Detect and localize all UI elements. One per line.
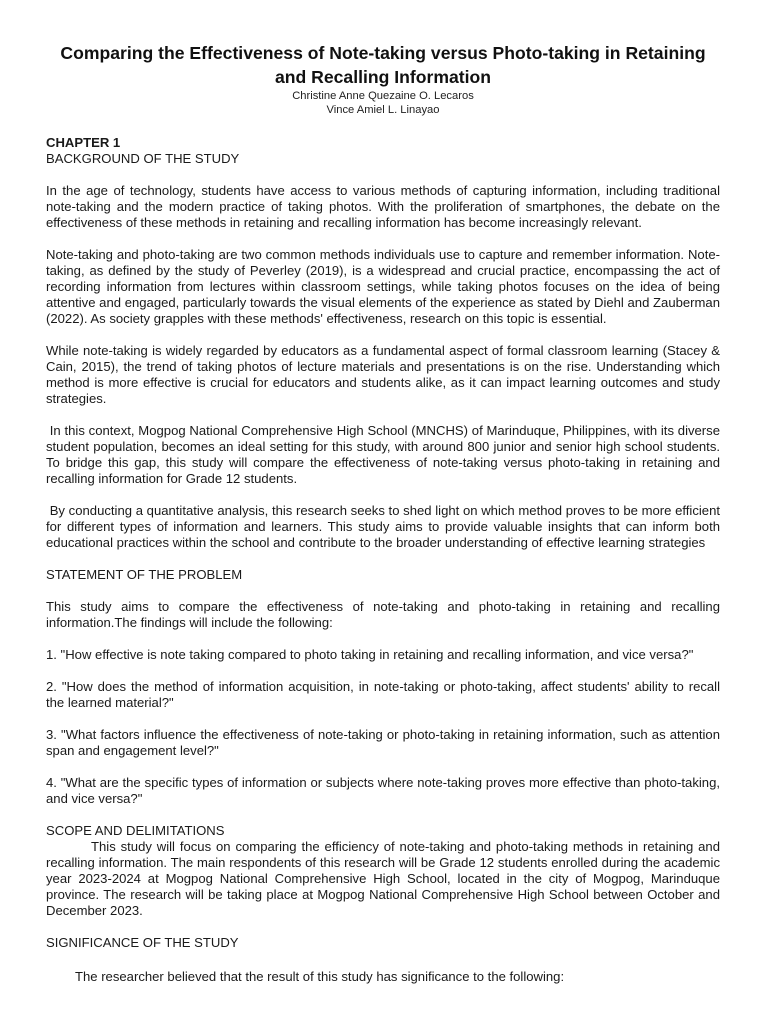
paragraph: In the age of technology, students have access to various methods of capturing information, including traditional note-taking and the modern practice of taking photos. With the proliferation of smartphones, the debate on the effectiveness of these methods in retaining and recalling information has become increasingly relevant. — [46, 183, 720, 230]
problem-question: 2. "How does the method of information acquisition, in note-taking or photo-taking, affect students' ability to recall the learned material?" — [46, 679, 720, 710]
problem-question: 4. "What are the specific types of information or subjects where note-taking proves more effective than photo-taking, and vice versa?" — [46, 775, 720, 806]
document-body — [46, 135, 724, 985]
paper-title: Comparing the Effectiveness of Note-taking versus Photo-taking in Retaining and Recalling Information — [60, 43, 706, 87]
problem-question: 3. "What factors influence the effectiveness of note-taking or photo-taking in retaining information, such as attention span and engagement level?" — [46, 727, 720, 758]
paragraph: By conducting a quantitative analysis, this research seeks to shed light on which method proves to be more efficient for different types of information and learners. This study aims to provide valuable insights that can inform both educational practices within the school and contribute to the broader understanding of effective learning strategies — [46, 503, 724, 550]
section-heading: STATEMENT OF THE PROBLEM — [46, 567, 243, 582]
author-name: Christine Anne Quezaine O. Lecaros — [292, 90, 474, 102]
paragraph: While note-taking is widely regarded by educators as a fundamental aspect of formal classroom learning (Stacey & Cain, 2015), the trend of taking photos of lecture materials and presentations is on the rise. Understanding which method is more effective is crucial for educators and students alike, as it can impact learning outcomes and study strategies. — [46, 343, 720, 406]
paragraph: This study will focus on comparing the efficiency of note-taking and photo-taking methods in retaining and recalling information. The main respondents of this research will be Grade 12 students enrolled during the academic year 2023-2024 at Mogpog National Comprehensive High School, located in the city of Mogpog, Marinduque province. The research will be taking place at Mogpog National Comprehensive High School between October and December 2023. — [46, 839, 720, 918]
chapter-heading: CHAPTER 1 — [46, 135, 121, 150]
section-heading: SIGNIFICANCE OF THE STUDY — [46, 935, 239, 950]
section-heading: SCOPE AND DELIMITATIONS — [46, 823, 225, 838]
problem-question: 1. "How effective is note taking compared to photo taking in retaining and recalling information, and vice versa?" — [46, 647, 694, 662]
paragraph: This study aims to compare the effectiveness of note-taking and photo-taking in retaining and recalling information.The findings will include the following: — [46, 599, 720, 630]
paragraph: The researcher believed that the result of this study has significance to the following: — [75, 969, 565, 984]
paragraph: In this context, Mogpog National Comprehensive High School (MNCHS) of Marinduque, Philippines, with its diverse student population, becomes an ideal setting for this study, with around 800 junior and senior high school students. To bridge this gap, this study will compare the effectiveness of note-taking versus photo-taking in retaining and recalling information for Grade 12 students. — [46, 423, 724, 486]
paragraph: Note-taking and photo-taking are two common methods individuals use to capture and remember information. Note-taking, as defined by the study of Peverley (2019), is a widespread and crucial practice, encompassing the act of recording information from lectures within classroom settings, while taking photos focuses on the idea of being attentive and engaged, particularly towards the visual elements of the experience as stated by Diehl and Zauberman (2022). As society grapples with these methods' effectiveness, research on this topic is essential. — [46, 247, 720, 326]
section-heading: BACKGROUND OF THE STUDY — [46, 151, 240, 166]
author-name: Vince Amiel L. Linayao — [326, 104, 440, 116]
